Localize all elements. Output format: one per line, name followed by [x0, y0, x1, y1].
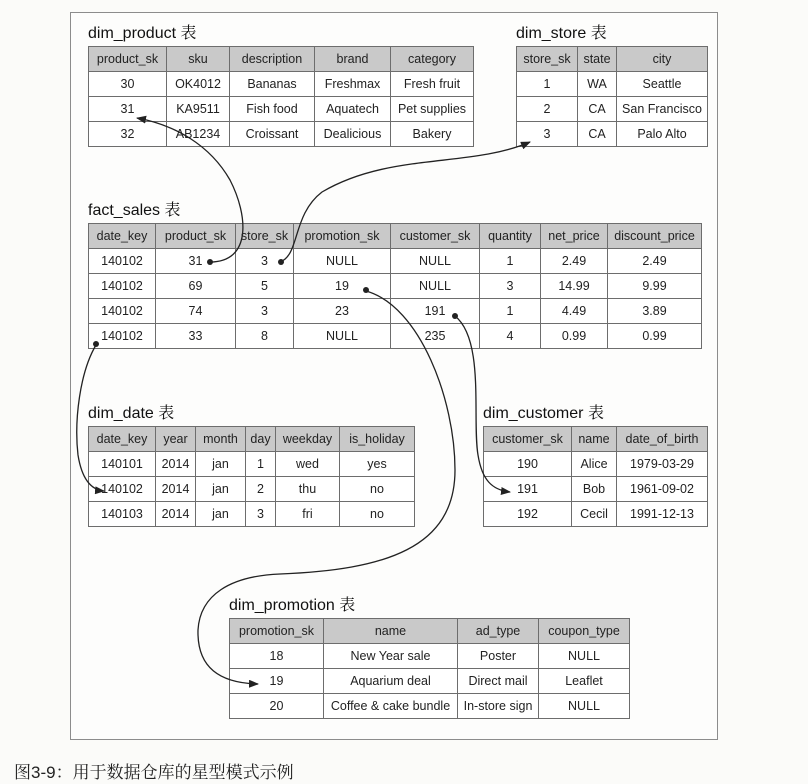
- table-cell: 191: [484, 477, 572, 502]
- dim-date-title: dim_date 表: [88, 405, 175, 422]
- fk-dot-customer: [452, 313, 458, 319]
- table-cell: NULL: [539, 694, 630, 719]
- table-cell: 0.99: [541, 324, 608, 349]
- column-header: state: [578, 47, 617, 72]
- table-cell: 5: [236, 274, 294, 299]
- column-header: date_key: [89, 224, 156, 249]
- table-cell: 1: [480, 249, 541, 274]
- table-cell: 235: [391, 324, 480, 349]
- column-header: date_key: [89, 427, 156, 452]
- table-cell: OK4012: [167, 72, 230, 97]
- table-cell: New Year sale: [324, 644, 458, 669]
- dim-store-title: dim_store 表: [516, 25, 607, 42]
- fk-dot-date: [93, 341, 99, 347]
- table-cell: 32: [89, 122, 167, 147]
- table-cell: 8: [236, 324, 294, 349]
- dim-promotion-title: dim_promotion 表: [229, 597, 356, 614]
- table-cell: 31: [156, 249, 236, 274]
- table-cell: Direct mail: [458, 669, 539, 694]
- table-cell: Coffee & cake bundle: [324, 694, 458, 719]
- arrow-store-to-dim-store: [280, 142, 530, 262]
- column-header: store_sk: [236, 224, 294, 249]
- table-cell: Poster: [458, 644, 539, 669]
- arrow-promotion-to-dim-promotion: [198, 291, 455, 684]
- table-cell: 191: [391, 299, 480, 324]
- table-cell: 9.99: [608, 274, 702, 299]
- column-header: product_sk: [156, 224, 236, 249]
- table-cell: 140102: [89, 299, 156, 324]
- table-cell: 3.89: [608, 299, 702, 324]
- column-header: month: [196, 427, 246, 452]
- column-header: customer_sk: [484, 427, 572, 452]
- table-cell: Bakery: [391, 122, 474, 147]
- table-cell: 2014: [156, 477, 196, 502]
- table-cell: 2014: [156, 452, 196, 477]
- column-header: sku: [167, 47, 230, 72]
- table-cell: 31: [89, 97, 167, 122]
- table-cell: Freshmax: [315, 72, 391, 97]
- column-header: date_of_birth: [617, 427, 708, 452]
- table-cell: 3: [236, 299, 294, 324]
- table-cell: 1: [246, 452, 276, 477]
- table-cell: 18: [230, 644, 324, 669]
- table-cell: no: [340, 477, 415, 502]
- column-header: ad_type: [458, 619, 539, 644]
- table-cell: 3: [480, 274, 541, 299]
- table-cell: Pet supplies: [391, 97, 474, 122]
- table-cell: no: [340, 502, 415, 527]
- table-cell: 4.49: [541, 299, 608, 324]
- table-cell: 4: [480, 324, 541, 349]
- table-cell: Dealicious: [315, 122, 391, 147]
- table-cell: 19: [230, 669, 324, 694]
- table-cell: 192: [484, 502, 572, 527]
- column-header: discount_price: [608, 224, 702, 249]
- table-cell: 1: [517, 72, 578, 97]
- table-cell: 2: [246, 477, 276, 502]
- table-cell: 0.99: [608, 324, 702, 349]
- fk-dot-store: [278, 259, 284, 265]
- table-cell: fri: [276, 502, 340, 527]
- table-cell: 2.49: [541, 249, 608, 274]
- dim-product-title: dim_product 表: [88, 25, 197, 42]
- fact-sales-title: fact_sales 表: [88, 202, 181, 219]
- table-cell: 14.99: [541, 274, 608, 299]
- arrow-product-to-dim-product: [137, 118, 243, 262]
- table-cell: 2.49: [608, 249, 702, 274]
- table-cell: NULL: [539, 644, 630, 669]
- column-header: day: [246, 427, 276, 452]
- table-cell: KA9511: [167, 97, 230, 122]
- table-cell: jan: [196, 477, 246, 502]
- column-header: coupon_type: [539, 619, 630, 644]
- table-cell: Fish food: [230, 97, 315, 122]
- table-cell: 140102: [89, 477, 156, 502]
- fk-dot-promotion: [363, 287, 369, 293]
- column-header: is_holiday: [340, 427, 415, 452]
- table-cell: Bananas: [230, 72, 315, 97]
- column-header: promotion_sk: [230, 619, 324, 644]
- table-cell: Fresh fruit: [391, 72, 474, 97]
- table-cell: 1961-09-02: [617, 477, 708, 502]
- column-header: net_price: [541, 224, 608, 249]
- table-cell: 33: [156, 324, 236, 349]
- table-cell: San Francisco: [617, 97, 708, 122]
- table-cell: Bob: [572, 477, 617, 502]
- table-cell: 69: [156, 274, 236, 299]
- table-cell: AB1234: [167, 122, 230, 147]
- table-cell: NULL: [391, 274, 480, 299]
- table-cell: 140102: [89, 274, 156, 299]
- table-cell: 20: [230, 694, 324, 719]
- column-header: product_sk: [89, 47, 167, 72]
- column-header: promotion_sk: [294, 224, 391, 249]
- table-cell: 140101: [89, 452, 156, 477]
- table-cell: Seattle: [617, 72, 708, 97]
- dim-customer-title: dim_customer 表: [483, 405, 604, 422]
- arrow-customer-to-dim-customer: [455, 316, 510, 492]
- column-header: name: [572, 427, 617, 452]
- table-cell: 1991-12-13: [617, 502, 708, 527]
- column-header: name: [324, 619, 458, 644]
- figure-caption: 图3-9：用于数据仓库的星型模式示例: [14, 763, 294, 782]
- column-header: description: [230, 47, 315, 72]
- table-cell: NULL: [391, 249, 480, 274]
- table-cell: wed: [276, 452, 340, 477]
- column-header: city: [617, 47, 708, 72]
- table-cell: 140103: [89, 502, 156, 527]
- table-cell: 3: [517, 122, 578, 147]
- column-header: year: [156, 427, 196, 452]
- table-cell: NULL: [294, 249, 391, 274]
- table-cell: Aquatech: [315, 97, 391, 122]
- table-cell: NULL: [294, 324, 391, 349]
- arrow-date-to-dim-date: [77, 345, 104, 491]
- table-cell: CA: [578, 122, 617, 147]
- table-cell: WA: [578, 72, 617, 97]
- table-cell: 19: [294, 274, 391, 299]
- column-header: weekday: [276, 427, 340, 452]
- table-cell: Aquarium deal: [324, 669, 458, 694]
- table-cell: 1: [480, 299, 541, 324]
- table-cell: CA: [578, 97, 617, 122]
- table-cell: 1979-03-29: [617, 452, 708, 477]
- table-cell: Leaflet: [539, 669, 630, 694]
- table-cell: yes: [340, 452, 415, 477]
- table-cell: 23: [294, 299, 391, 324]
- column-header: brand: [315, 47, 391, 72]
- table-cell: 140102: [89, 249, 156, 274]
- table-cell: 190: [484, 452, 572, 477]
- table-cell: Alice: [572, 452, 617, 477]
- table-cell: 3: [246, 502, 276, 527]
- table-cell: thu: [276, 477, 340, 502]
- table-cell: Palo Alto: [617, 122, 708, 147]
- table-cell: jan: [196, 502, 246, 527]
- table-cell: 74: [156, 299, 236, 324]
- table-cell: 2014: [156, 502, 196, 527]
- table-cell: 2: [517, 97, 578, 122]
- table-cell: jan: [196, 452, 246, 477]
- fk-dot-product: [207, 259, 213, 265]
- table-cell: In-store sign: [458, 694, 539, 719]
- table-cell: 3: [236, 249, 294, 274]
- table-cell: 30: [89, 72, 167, 97]
- column-header: customer_sk: [391, 224, 480, 249]
- table-cell: 140102: [89, 324, 156, 349]
- table-cell: Croissant: [230, 122, 315, 147]
- column-header: store_sk: [517, 47, 578, 72]
- column-header: quantity: [480, 224, 541, 249]
- table-cell: Cecil: [572, 502, 617, 527]
- column-header: category: [391, 47, 474, 72]
